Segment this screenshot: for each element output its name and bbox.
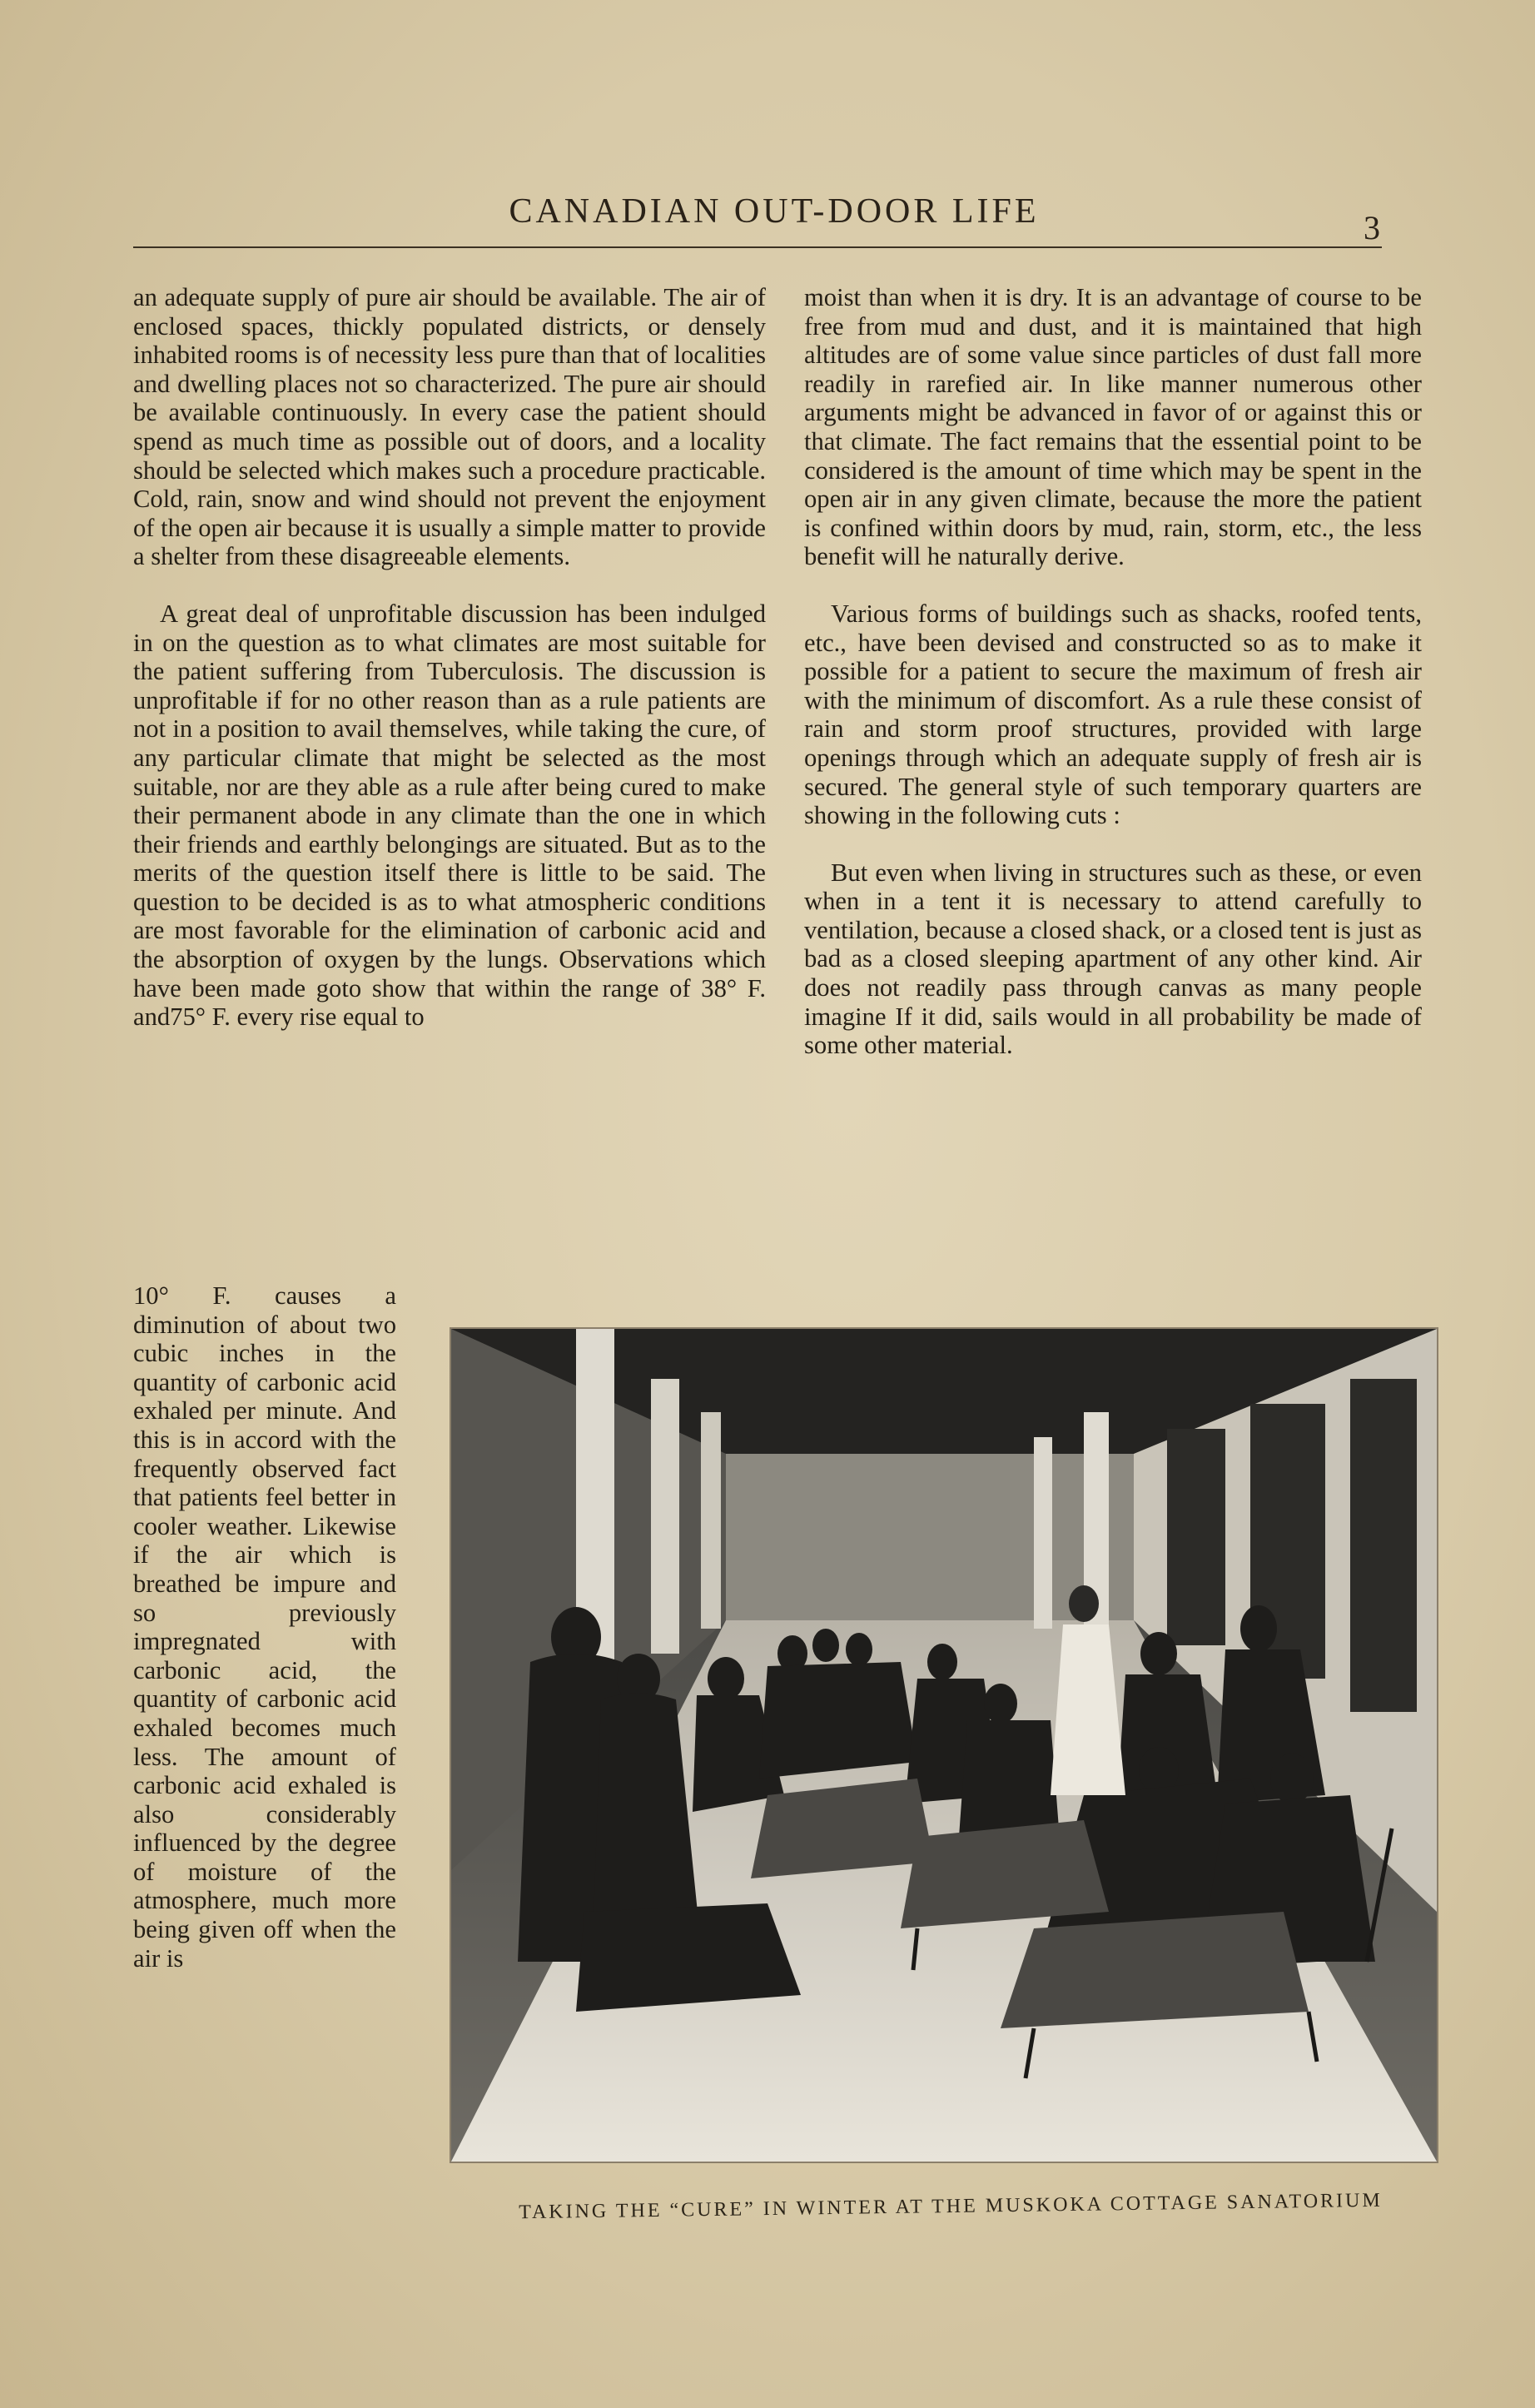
left-column [133, 283, 766, 1032]
header-rule [133, 246, 1382, 248]
figure-caption: TAKING THE “CURE” IN WINTER AT THE MUSKOKA COTTAGE SANATORIUM [519, 2189, 1383, 2224]
right-paragraph-2: Various forms of buildings such as shacks, roofed tents, etc., have been devised and constructed so as to make it possible for a patient to secure the maximum of fresh air with the minimum of discomfort. As a rule these consist of rain and storm proof structures, provided with large openings through which an adequate supply of fresh air is secured. The general style of such temporary quarters are showing in the following cuts : [804, 599, 1422, 830]
right-column [804, 283, 1422, 1060]
left-paragraph-1: an adequate supply of pure air should be available. The air of enclosed spaces, thickly populated districts, or densely inhabited rooms is of necessity less pure than that of localities and dwelling places not so characterized. The pure air should be available continuously. In every case the patient should spend as much time as possible out of doors, and a locality should be selected which makes such a procedure practicable. Cold, rain, snow and wind should not prevent the enjoyment of the open air because it is usually a simple matter to provide a shelter from these disagreeable elements. [133, 283, 766, 571]
left-paragraph-2: A great deal of unprofitable discussion has been indulged in on the question as to what climates are most suitable for the patient suffering from Tuberculosis. The discussion is unprofitable if for no other reason than as a rule patients are not in a position to avail themselves, while taking the cure, of any particular climate that might be selected as the most suitable, nor are they able as a rule after being cured to make their permanent abode in any climate than the one in which their friends and earthly belongings are situated. But as to the merits of the question itself there is little to be said. The question to be decided is as to what atmospheric conditions are most favorable for the elimination of carbonic acid and the absorption of oxygen by the lungs. Observations which have been made goto show that within the range of 38° F. and75° F. every rise equal to [133, 599, 766, 1032]
running-head [133, 182, 1380, 248]
sanatorium-photograph [450, 1327, 1438, 2163]
left-narrow-continuation: 10° F. causes a diminution of about two cubic inches in the quantity of carbonic acid exhaled per minute. And this is in accord with the frequently observed fact that patients feel better in cooler weather. Likewise if the air which is breathed be impure and so previously impregnated with carbonic acid, the quantity of carbonic acid exhaled becomes much less. The amount of carbonic acid exhaled is also considerably influenced by the degree of moisture of the atmosphere, much more being given off when the air is [133, 1281, 396, 1973]
journal-title: CANADIAN OUT-DOOR LIFE [509, 192, 1040, 231]
right-paragraph-1: moist than when it is dry. It is an advantage of course to be free from mud and dust, and it is maintained that high altitudes are of some value since particles of dust fall more readily in rarefied air. In like manner numerous other arguments might be advanced in favor of or against this or that climate. The fact remains that the essential point to be considered is the amount of time which may be spent in the open air in any given climate, because the more the patient is confined within doors by mud, rain, storm, etc., the less benefit will he naturally derive. [804, 283, 1422, 571]
page-number: 3 [1364, 209, 1380, 246]
veranda-photo-illustration [451, 1329, 1437, 2162]
right-paragraph-3: But even when living in structures such as these, or even when in a tent it is necessary to attend carefully to ventilation, because a closed shack, or a closed tent is just as bad as a closed sleeping apartment of any other kind. Air does not readily pass through canvas as many people imagine If it did, sails would in all probability be made of some other material. [804, 858, 1422, 1060]
